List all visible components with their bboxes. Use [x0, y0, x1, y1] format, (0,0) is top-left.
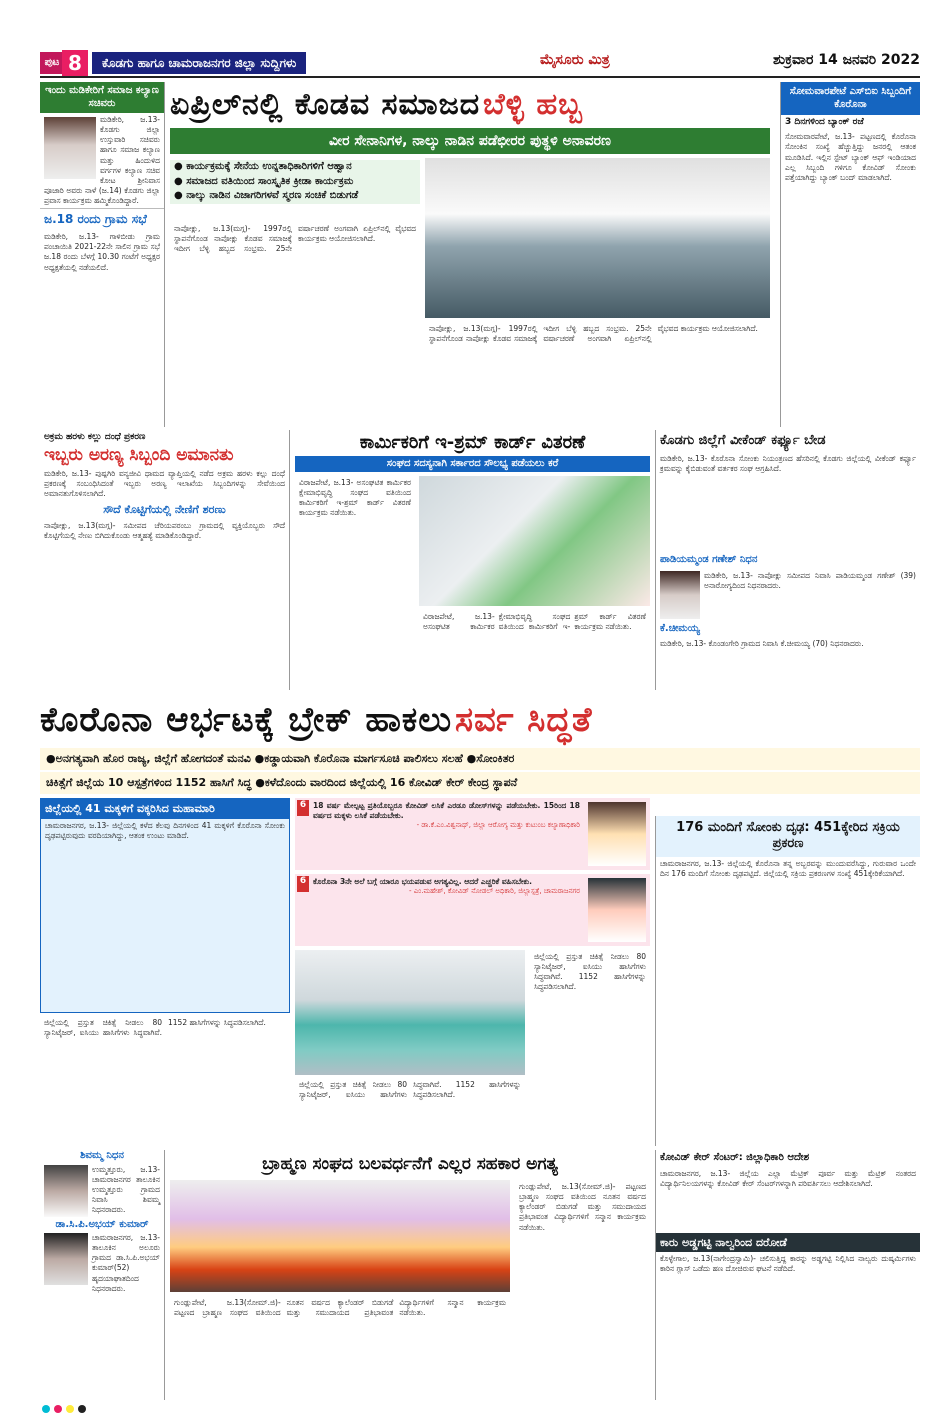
quote-1-photo	[588, 802, 646, 866]
obit2-title: ಕೆ.ಚೀಮಯ್ಯ	[660, 622, 700, 634]
masthead	[40, 50, 920, 78]
quote-2-photo	[588, 878, 646, 942]
care-center-title: ಕೋವಿಡ್ ಕೇರ್ ಸೆಂಟರ್: ಜಿಲ್ಲಾಧಿಕಾರಿ ಆದೇಶ	[660, 1152, 810, 1163]
bottom-right-stories	[655, 1150, 920, 1400]
lead-title-black: ಏಪ್ರಿಲ್‌ನಲ್ಲಿ ಕೊಡವ ಸಮಾಜದ	[170, 87, 481, 122]
paper-name: ಮೈಸೂರು ಮಿತ್ರ	[540, 52, 610, 68]
children-infected-body: ಚಾಮರಾಜನಗರ, ಜ.13- ಜಿಲ್ಲೆಯಲ್ಲಿ ಕಳೆದ ಕೆಲವು ದಿನಗಳಿಂದ 41 ಮಕ್ಕಳಿಗೆ ಕೊರೊನಾ ಸೋಂಕು ದೃಢಪಟ್ಟಿರುವುದು ವರದಿಯಾಗಿದ್ದು, ಆತಂಕ ಉಂಟು ಮಾಡಿದೆ.	[45, 820, 285, 840]
corona-left-columns: ಜಿಲ್ಲೆಯಲ್ಲಿ ಪ್ರಸ್ತುತ ಚಿಕಿತ್ಸೆ ನೀಡಲು 80 ಸ್ಯಾನಿಟೈಜರ್, ಐಸಿಯು ಹಾಸಿಗೆಗಳು ಸಿದ್ಧವಾಗಿವೆ. 1152 ಹಾಸಿಗೆಗಳನ್ನು ಸಿದ್ಧಪಡಿಸಲಾಗಿದೆ.	[44, 1018, 266, 1038]
weekend-body: ಮಡಿಕೇರಿ, ಜ.13- ಕೊರೊನಾ ಸೋಂಕು ನಿಯಂತ್ರಣದ ಹೆಸರಿನಲ್ಲಿ ಕೊಡಗು ಜಿಲ್ಲೆಯಲ್ಲಿ ವೀಕೆಂಡ್ ಕರ್ಫ್ಯೂ ಕ್ರಮವನ್ನು ಕೈಬಿಡುವಂತೆ ವರ್ತಕರ ಸಂಘ ಆಗ್ರಹಿಸಿದೆ.	[660, 454, 916, 474]
weekend-story	[655, 430, 920, 690]
obit1-photo	[660, 571, 700, 619]
abhay-body: ಚಾಮರಾಜನಗರ, ಜ.13- ತಾಲೂಕಿನ ಅಲೂರು ಗ್ರಾಮದ ಡಾ.ಸಿ.ಪಿ.ಅಭಯ್ ಕುಮಾರ್(52) ಹೃದಯಾಘಾತದಿಂದ ನಿಧನರಾದರು.	[92, 1233, 160, 1293]
obit2-body: ಮಡಿಕೇರಿ, ಜ.13- ಕೊಂಡಂಗೇರಿ ಗ್ರಾಮದ ನಿವಾಸಿ ಕೆ.ಚೀಮಯ್ಯ (70) ನಿಧನರಾದರು.	[660, 639, 864, 649]
lead-bullet: ● ಕಾರ್ಯಕ್ರಮಕ್ಕೆ ಸೇನೆಯ ಉನ್ನತಾಧಿಕಾರಿಗಳಿಗೆ ಆಹ್ವಾನ	[170, 160, 420, 175]
brahmin-title: ಬ್ರಾಹ್ಮಣ ಸಂಘದ ಬಲವರ್ಧನೆಗೆ ಎಲ್ಲರ ಸಹಕಾರ ಅಗತ್ಯ	[262, 1154, 558, 1174]
corona-bar-1: ●ಅನಗತ್ಯವಾಗಿ ಹೊರ ರಾಜ್ಯ, ಜಿಲ್ಲೆಗೆ ಹೋಗದಂತೆ ಮನವಿ ●ಕಡ್ಡಾಯವಾಗಿ ಕೊರೊನಾ ಮಾರ್ಗಸೂಚಿ ಪಾಲಿಸಲು ಸಲಹೆ ●ಸೋಂಕಿತರ	[40, 748, 920, 770]
care-center-body: ಚಾಮರಾಜನಗರ, ಜ.13- ಜಿಲ್ಲೆಯ ಎಲ್ಲಾ ಮೆಟ್ರಿಕ್ ಪೂರ್ವ ಮತ್ತು ಮೆಟ್ರಿಕ್ ನಂತರದ ವಿದ್ಯಾರ್ಥಿನಿಲಯಗಳನ್ನು ಕೋವಿಡ್ ಕೇರ್ ಸೆಂಟರ್‌ಗಳನ್ನಾಗಿ ಪರಿವರ್ತಿಸಲು ಆದೇಶಿಸಲಾಗಿದೆ.	[660, 1168, 916, 1188]
corona-quotes	[295, 798, 650, 948]
lead-headline	[170, 82, 770, 128]
shivamma-photo	[44, 1165, 88, 1217]
corona-mid-body-2: ಜಿಲ್ಲೆಯಲ್ಲಿ ಪ್ರಸ್ತುತ ಚಿಕಿತ್ಸೆ ನೀಡಲು 80 ಸ್ಯಾನಿಟೈಜರ್, ಐಸಿಯು ಹಾಸಿಗೆಗಳು ಸಿದ್ಧವಾಗಿವೆ. 1152 ಹಾಸಿಗೆಗಳನ್ನು ಸಿದ್ಧಪಡಿಸಲಾಗಿದೆ.	[299, 1080, 521, 1100]
shivamma-body: ಉಮ್ಮತ್ತೂರು, ಜ.13- ಚಾಮರಾಜನಗರ ತಾಲೂಕಿನ ಉಮ್ಮತ್ತೂರು ಗ್ರಾಮದ ನಿವಾಸಿ ಶಿವಮ್ಮ ನಿಧನರಾದರು.	[92, 1164, 160, 1214]
robbery-body: ಕೊಳ್ಳೇಗಾಲ, ಜ.13(ನಾಗೇಂದ್ರಸ್ವಾಮಿ)- ಚಲಿಸುತ್ತಿದ್ದ ಕಾರನ್ನು ಅಡ್ಡಗಟ್ಟಿ ನಿಲ್ಲಿಸಿದ ನಾಲ್ವರು ದುಷ್ಕರ್ಮಿಗಳು ಕಾರಿನ ಗ್ಲಾಸ್ ಒಡೆದು ಹಣ ದೋಚಿರುವ ಘಟನೆ ನಡೆದಿದೆ.	[660, 1254, 916, 1274]
page-label: ಪುಟ	[40, 52, 64, 74]
shivamma-title: ಶಿವಮ್ಮ ನಿಧನ	[80, 1150, 124, 1161]
lead-photo	[425, 158, 770, 318]
forest-body: ಮಡಿಕೇರಿ, ಜ.13- ಪುಷ್ಪಗಿರಿ ವನ್ಯಜೀವಿ ಧಾಮದ ವ್ಯಾಪ್ತಿಯಲ್ಲಿ ನಡೆದ ಅಕ್ರಮ ಹರಳು ಕಲ್ಲು ದಂಧೆ ಪ್ರಕರಣಕ್ಕೆ ಸಂಬಂಧಿಸಿದಂತೆ ಇಬ್ಬರು ಅರಣ್ಯ ಇಲಾಖೆಯ ಸಿಬ್ಬಂದಿಗಳನ್ನು ಸೇವೆಯಿಂದ ಅಮಾನತುಗೊಳಿಸಲಾಗಿದೆ.	[44, 468, 285, 498]
active-cases-box	[655, 816, 920, 1146]
robbery-title: ಕಾರು ಅಡ್ಡಗಟ್ಟಿ ನಾಲ್ವರಿಂದ ದರೋಡೆ	[656, 1233, 920, 1253]
quote-1-text: 18 ವರ್ಷ ಮೇಲ್ಪಟ್ಟ ಪ್ರತಿಯೊಬ್ಬರೂ ಕೋವಿಡ್ ಲಸಿಕೆ ಎರಡೂ ಡೋಸ್‌ಗಳನ್ನು ಪಡೆಯಬೇಕು. 15ರಿಂದ 18 ವರ್ಷದ ಮಕ್ಕಳು ಲಸಿಕೆ ಪಡೆಯಬೇಕು.	[313, 801, 580, 821]
quote-2-by: - ಎಂ.ಮಹೇಶ್, ಕೋವಿಡ್ ನೋಡಲ್ ಅಧಿಕಾರಿ, ಜಿಲ್ಲಾಸ್ಪತ್ರೆ, ಚಾಮರಾಜನಗರ	[408, 887, 580, 896]
gram-sabha-body: ಮಡಿಕೇರಿ, ಜ.13- ಗಾಳಿಬೀಡು ಗ್ರಾಮ ಪಂಚಾಯಿತಿ 2021-22ನೇ ಸಾಲಿನ ಗ್ರಾಮ ಸಭೆ ಜ.18 ರಂದು ಬೆಳಗ್ಗೆ 10.30 ಗಂಟೆಗೆ ಅಧ್ಯಕ್ಷರ ಅಧ್ಯಕ್ಷತೆಯಲ್ಲಿ ನಡೆಯಲಿದೆ.	[44, 232, 160, 272]
suicide-title: ಸೌದೆ ಕೊಟ್ಟಿಗೆಯಲ್ಲಿ ನೇಣಿಗೆ ಶರಣು	[103, 502, 226, 516]
active-cases-body: ಚಾಮರಾಜನಗರ, ಜ.13- ಜಿಲ್ಲೆಯಲ್ಲಿ ಕೊರೊನಾ ತನ್ನ ಅಬ್ಬರವನ್ನು ಮುಂದುವರೆಸಿದ್ದು, ಗುರುವಾರ ಒಂದೇ ದಿನ 176 ಮಂದಿಗೆ ಸೋಂಕು ದೃಢಪಟ್ಟಿದೆ. ಜಿಲ್ಲೆಯಲ್ಲಿ ಸಕ್ರಿಯ ಪ್ರಕರಣಗಳ ಸಂಖ್ಯೆ 451ಕ್ಕೇರಿಕೆಯಾಗಿದೆ.	[660, 858, 916, 878]
gram-sabha-title: ಜ.18 ರಂದು ಗ್ರಾಮ ಸಭೆ	[40, 208, 164, 230]
eshram-body-cont: ವಿರಾಜಪೇಟೆ, ಜ.13- ಅಸಂಘಟಿತ ಕಾರ್ಮಿಕರ ಕ್ಷೇಮಾಭಿವೃದ್ಧಿ ಸಂಘದ ವತಿಯಿಂದ ಕಾರ್ಮಿಕರಿಗೆ ಇ-ಶ್ರಮ್ ಕಾರ್ಡ್ ವಿತರಣೆ ಕಾರ್ಯಕ್ರಮ ನಡೆಯಿತು.	[423, 612, 646, 632]
quote-2	[295, 874, 650, 946]
lead-subtitle: ವೀರ ಸೇನಾನಿಗಳ, ನಾಲ್ಕು ನಾಡಿನ ಪಡೆಛೀರರ ಪುತ್ಥಳಿ ಅನಾವರಣ	[170, 128, 770, 154]
page-number: 8	[62, 50, 88, 76]
bottom-obits	[40, 1150, 165, 1400]
left-top-column	[40, 82, 165, 427]
minister-visit-body: ಮಡಿಕೇರಿ, ಜ.13- ಕೊಡಗು ಜಿಲ್ಲಾ ಉಸ್ತುವಾರಿ ಸಚಿವರು ಹಾಗೂ ಸಮಾಜ ಕಲ್ಯಾಣ ಮತ್ತು ಹಿಂದುಳಿದ ವರ್ಗಗಳ ಕಲ್ಯಾಣ ಸಚಿವ ಕೋಟ ಶ್ರೀನಿವಾಸ ಪೂಜಾರಿ ಅವರು ನಾಳೆ (ಜ.14) ಕೊಡಗು ಜಿಲ್ಲಾ ಪ್ರವಾಸ ಕಾರ್ಯಕ್ರಮ ಹಮ್ಮಿಕೊಂಡಿದ್ದಾರೆ.	[44, 115, 160, 205]
eshram-photo	[419, 476, 650, 606]
corona-title-black: ಕೊರೊನಾ ಆರ್ಭಟಕ್ಕೆ ಬ್ರೇಕ್ ಹಾಕಲು	[40, 700, 453, 740]
obit1-body: ಮಡಿಕೇರಿ, ಜ.13- ನಾಪೋಕ್ಲು ಸಮೀಪದ ನಿವಾಸಿ ಪಾಡಿಯಮ್ಮಂಡ ಗಣೇಶ್ (39) ಅನಾರೋಗ್ಯದಿಂದ ನಿಧನರಾದರು.	[704, 570, 916, 590]
brahmin-story	[170, 1150, 650, 1400]
quote-1	[295, 798, 650, 870]
sbi-subtitle: 3 ದಿನಗಳಿಂದ ಬ್ಯಾಂಕ್ ರಜೆ	[785, 117, 864, 127]
eshram-story	[295, 430, 650, 690]
quote-2-text: ಕೊರೊನಾ 3ನೇ ಅಲೆ ಬಗ್ಗೆ ಯಾರೂ ಭಯಪಡುವ ಅಗತ್ಯವಿಲ್ಲ. ಆದರೆ ಎಚ್ಚರಿಕೆ ವಹಿಸಬೇಕು.	[313, 877, 532, 886]
forest-title: ಇಬ್ಬರು ಅರಣ್ಯ ಸಿಬ್ಬಂದಿ ಅಮಾನತು	[44, 445, 234, 466]
hospital-beds-photo	[295, 950, 525, 1075]
corona-headline	[40, 694, 920, 746]
obit1-title: ಪಾಡಿಯಮ್ಮಂಡ ಗಣೇಶ್ ನಿಧನ	[660, 554, 758, 566]
lead-bullet: ● ನಾಲ್ಕು ನಾಡಿನ ವಿಜಾಗರಿಗಳವೆ ಸ್ಮರಣ ಸಂಚಿಕೆ ಬಿಡುಗಡೆ	[170, 189, 420, 204]
active-cases-title: 176 ಮಂದಿಗೆ ಸೋಂಕು ದೃಢ: 451ಕ್ಕೇರಿದ ಸಕ್ರಿಯ ಪ್ರಕರಣ	[656, 816, 920, 857]
corona-bar-2: ಚಿಕಿತ್ಸೆಗೆ ಜಿಲ್ಲೆಯ 10 ಆಸ್ಪತ್ರೆಗಳಿಂದ 1152 ಹಾಸಿಗೆ ಸಿದ್ಧ ●ಕಳೆದೊಂದು ವಾರದಿಂದ ಜಿಲ್ಲೆಯಲ್ಲಿ 16 ಕೋವಿಡ್ ಕೇರ್ ಕೇಂದ್ರ ಸ್ಥಾಪನೆ	[40, 772, 920, 794]
quote-2-marker: 6	[297, 876, 309, 892]
eshram-title: ಕಾರ್ಮಿಕರಿಗೆ ಇ-ಶ್ರಮ್ ಕಾರ್ಡ್ ವಿತರಣೆ	[359, 432, 586, 453]
quote-1-marker: 6	[297, 800, 309, 816]
lead-bullets	[170, 160, 420, 204]
children-infected-box	[40, 798, 290, 1013]
suicide-body: ನಾಪೋಕ್ಲು, ಜ.13(ಮಗ್ಗ)- ಸಮೀಪದ ಚೆರಿಯಪರಂಬು ಗ್ರಾಮದಲ್ಲಿ ವ್ಯಕ್ತಿಯೊಬ್ಬರು ಸೌದೆ ಕೊಟ್ಟಿಗೆಯಲ್ಲಿ ನೇಣು ಬಿಗಿದುಕೊಂಡು ಆತ್ಮಹತ್ಯೆ ಮಾಡಿಕೊಂಡಿದ್ದಾರೆ.	[44, 520, 285, 540]
sbi-body: ಸೋಮವಾರಪೇಟೆ, ಜ.13- ಪಟ್ಟಣದಲ್ಲಿ ಕೊರೊನಾ ಸೋಂಕಿನ ಸಂಖ್ಯೆ ಹೆಚ್ಚುತ್ತಿದ್ದು ಜನರಲ್ಲಿ ಆತಂಕ ಮೂಡಿಸಿದೆ. ಇಲ್ಲಿನ ಸ್ಟೇಟ್ ಬ್ಯಾಂಕ್ ಆಫ್ ಇಂಡಿಯಾದ ಎಲ್ಲ ಸಿಬ್ಬಂದಿ ಗಳಿಗೂ ಕೋವಿಡ್ ಸೋಂಕು ಪತ್ತೆಯಾಗಿದ್ದು ಬ್ಯಾಂಕ್ ಬಂದ್ ಮಾಡಲಾಗಿದೆ.	[785, 132, 916, 182]
eshram-subtitle: ಸಂಘದ ಸದಸ್ಯನಾಗಿ ಸರ್ಕಾರದ ಸೌಲಭ್ಯ ಪಡೆಯಲು ಕರೆ	[295, 456, 650, 472]
section-title: ಕೊಡಗು ಹಾಗೂ ಚಾಮರಾಜನಗರ ಜಿಲ್ಲಾ ಸುದ್ದಿಗಳು	[92, 52, 306, 74]
lead-story	[170, 82, 770, 427]
children-infected-title: ಜಿಲ್ಲೆಯಲ್ಲಿ 41 ಮಕ್ಕಳಿಗೆ ವಕ್ಕರಿಸಿದ ಮಹಾಮಾರಿ	[41, 799, 289, 819]
brahmin-body-cont: ಗುಂಡ್ಲುಪೇಟೆ, ಜ.13(ಸೋಮ್.ಜಿ)- ಪಟ್ಟಣದ ಬ್ರಾಹ್ಮಣ ಸಂಘದ ವತಿಯಿಂದ ನೂತನ ವರ್ಷದ ಕ್ಯಾಲೆಂಡರ್ ಬಿಡುಗಡೆ ಮತ್ತು ಸಮುದಾಯದ ಪ್ರತಿಭಾವಂತ ವಿದ್ಯಾರ್ಥಿಗಳಿಗೆ ಸನ್ಮಾನ ಕಾರ್ಯಕ್ರಮ ನಡೆಯಿತು.	[519, 1182, 646, 1232]
sbi-title: ಸೋಮವಾರಪೇಟೆ ಎಸ್‌ಬಿಐ ಸಿಬ್ಬಂದಿಗೆ ಕೊರೊನಾ	[781, 82, 920, 115]
forest-kicker: ಅಕ್ರಮ ಹರಳು ಕಲ್ಲು ದಂಧೆ ಪ್ರಕರಣ	[44, 432, 146, 442]
lead-bullet: ● ಸಮಾಜದ ವತಿಯಿಂದ ಸಾಂಸ್ಕೃತಿಕ ಕ್ರೀಡಾ ಕಾರ್ಯಕ್ರಮ	[170, 175, 420, 190]
corona-title-red: ಸರ್ವ ಸಿದ್ಧತೆ	[454, 700, 593, 740]
issue-date: ಶುಕ್ರವಾರ 14 ಜನವರಿ 2022	[773, 52, 920, 68]
registration-dots	[40, 1405, 920, 1417]
lead-body-cont: ನಾಪೋಕ್ಲು, ಜ.13(ಮಗ್ಗ)- 1997ರಲ್ಲಿ ಸ್ಥಾಪನೆಗೊಂಡ ನಾಪೋಕ್ಲು ಕೊಡವ ಸಮಾಜಕ್ಕೆ ಇದೀಗ ಬೆಳ್ಳಿ ಹಬ್ಬದ ಸಂಭ್ರಮ. 25ನೇ ವರ್ಷಾಚರಣೆ ಅಂಗವಾಗಿ ಏಪ್ರಿಲ್‌ನಲ್ಲಿ ವೈಭವದ ಕಾರ್ಯಕ್ರಮ ಆಯೋಜಿಸಲಾಗಿದೆ.	[429, 324, 758, 344]
abhay-title: ಡಾ.ಸಿ.ಪಿ.ಅಭಯ್ ಕುಮಾರ್	[55, 1218, 149, 1230]
eshram-body: ವಿರಾಜಪೇಟೆ, ಜ.13- ಅಸಂಘಟಿತ ಕಾರ್ಮಿಕರ ಕ್ಷೇಮಾಭಿವೃದ್ಧಿ ಸಂಘದ ವತಿಯಿಂದ ಕಾರ್ಮಿಕರಿಗೆ ಇ-ಶ್ರಮ್ ಕಾರ್ಡ್ ವಿತರಣೆ ಕಾರ್ಯಕ್ರಮ ನಡೆಯಿತು.	[299, 478, 411, 518]
minister-visit-title: ಇಂದು ಮಡಿಕೇರಿಗೆ ಸಮಾಜ ಕಲ್ಯಾಣ ಸಚಿವರು	[40, 82, 164, 113]
quote-1-by: - ಡಾ.ಕೆ.ಎಂ.ವಿಶ್ವನಾಥ್, ಜಿಲ್ಲಾ ಆರೋಗ್ಯ ಮತ್ತು ಕುಟುಂಬ ಕಲ್ಯಾಣಾಧಿಕಾರಿ	[416, 821, 580, 830]
minister-photo	[44, 117, 96, 179]
brahmin-photo	[170, 1180, 510, 1292]
right-top-column	[780, 82, 920, 427]
lead-title-red: ಬೆಳ್ಳಿ ಹಬ್ಬ	[482, 87, 583, 122]
corona-mid-body: ಜಿಲ್ಲೆಯಲ್ಲಿ ಪ್ರಸ್ತುತ ಚಿಕಿತ್ಸೆ ನೀಡಲು 80 ಸ್ಯಾನಿಟೈಜರ್, ಐಸಿಯು ಹಾಸಿಗೆಗಳು ಸಿದ್ಧವಾಗಿವೆ. 1152 ಹಾಸಿಗೆಗಳನ್ನು ಸಿದ್ಧಪಡಿಸಲಾಗಿದೆ.	[534, 952, 646, 992]
abhay-photo	[44, 1233, 88, 1285]
forest-story	[40, 430, 290, 690]
brahmin-body: ಗುಂಡ್ಲುಪೇಟೆ, ಜ.13(ಸೋಮ್.ಜಿ)- ಪಟ್ಟಣದ ಬ್ರಾಹ್ಮಣ ಸಂಘದ ವತಿಯಿಂದ ನೂತನ ವರ್ಷದ ಕ್ಯಾಲೆಂಡರ್ ಬಿಡುಗಡೆ ಮತ್ತು ಸಮುದಾಯದ ಪ್ರತಿಭಾವಂತ ವಿದ್ಯಾರ್ಥಿಗಳಿಗೆ ಸನ್ಮಾನ ಕಾರ್ಯಕ್ರಮ ನಡೆಯಿತು.	[174, 1298, 506, 1318]
weekend-title: ಕೊಡಗು ಜಿಲ್ಲೆಗೆ ವೀಕೆಂಡ್ ಕರ್ಫ್ಯೂ ಬೇಡ	[660, 433, 826, 448]
lead-body: ನಾಪೋಕ್ಲು, ಜ.13(ಮಗ್ಗ)- 1997ರಲ್ಲಿ ಸ್ಥಾಪನೆಗೊಂಡ ನಾಪೋಕ್ಲು ಕೊಡವ ಸಮಾಜಕ್ಕೆ ಇದೀಗ ಬೆಳ್ಳಿ ಹಬ್ಬದ ಸಂಭ್ರಮ. 25ನೇ ವರ್ಷಾಚರಣೆ ಅಂಗವಾಗಿ ಏಪ್ರಿಲ್‌ನಲ್ಲಿ ವೈಭವದ ಕಾರ್ಯಕ್ರಮ ಆಯೋಜಿಸಲಾಗಿದೆ.	[174, 224, 416, 254]
